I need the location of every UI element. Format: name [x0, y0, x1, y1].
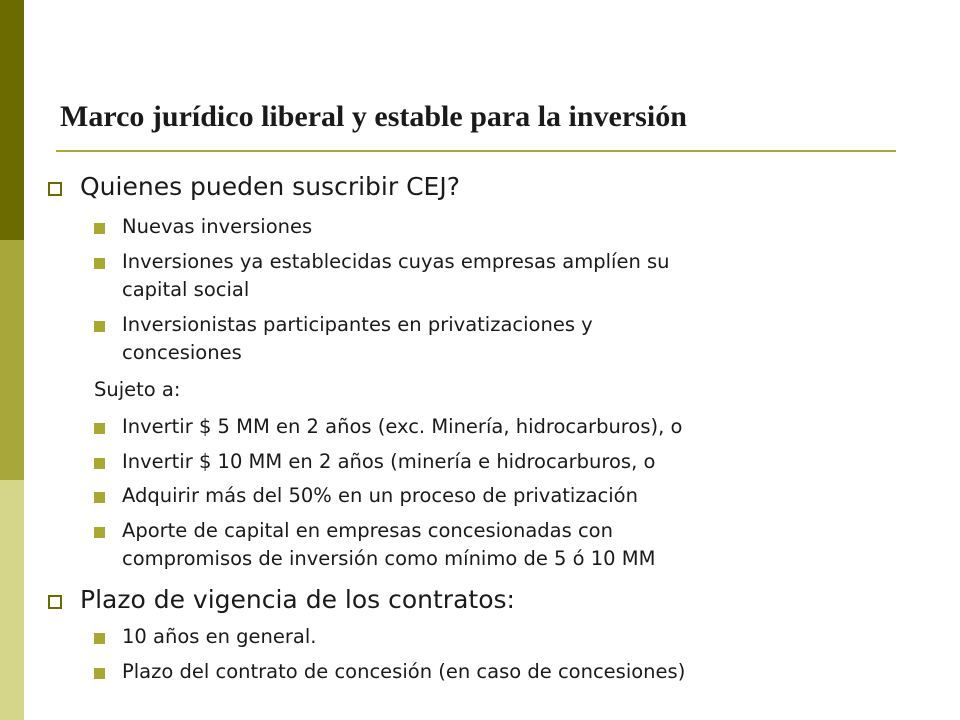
square-bullet-icon: [94, 258, 105, 269]
square-outline-bullet-icon: [48, 182, 62, 196]
square-bullet-icon: [94, 458, 105, 469]
slide-title: Marco jurídico liberal y estable para la inversión: [60, 100, 687, 133]
square-bullet-icon: [94, 492, 105, 503]
list-item: Plazo del contrato de concesión (en caso de concesiones): [122, 660, 686, 683]
list-item: 10 años en general.: [122, 625, 317, 648]
list-item: Invertir $ 10 MM en 2 años (minería e hidrocarburos, o: [122, 450, 656, 473]
square-bullet-icon: [94, 527, 105, 538]
list-item: Inversiones ya establecidas cuyas empresas amplíen su capital social: [122, 250, 670, 301]
square-bullet-icon: [94, 423, 105, 434]
square-bullet-icon: [94, 633, 105, 644]
square-bullet-icon: [94, 223, 105, 234]
square-bullet-icon: [94, 321, 105, 332]
list-item: Inversionistas participantes en privatizaciones y concesiones: [122, 313, 593, 364]
list-item: Nuevas inversiones: [122, 215, 313, 238]
list-item: Adquirir más del 50% en un proceso de privatización: [122, 484, 638, 507]
square-bullet-icon: [94, 668, 105, 679]
list-item: Aporte de capital en empresas concesionadas con compromisos de inversión como mínimo de 5 ó 10 MM: [122, 519, 656, 570]
section-heading-2: Plazo de vigencia de los contratos:: [80, 585, 515, 614]
section-heading-1: Quienes pueden suscribir CEJ?: [80, 172, 460, 201]
square-outline-bullet-icon: [48, 595, 62, 609]
list-item: Invertir $ 5 MM en 2 años (exc. Minería, hidrocarburos), o: [122, 415, 683, 438]
subject-label: Sujeto a:: [94, 378, 181, 401]
